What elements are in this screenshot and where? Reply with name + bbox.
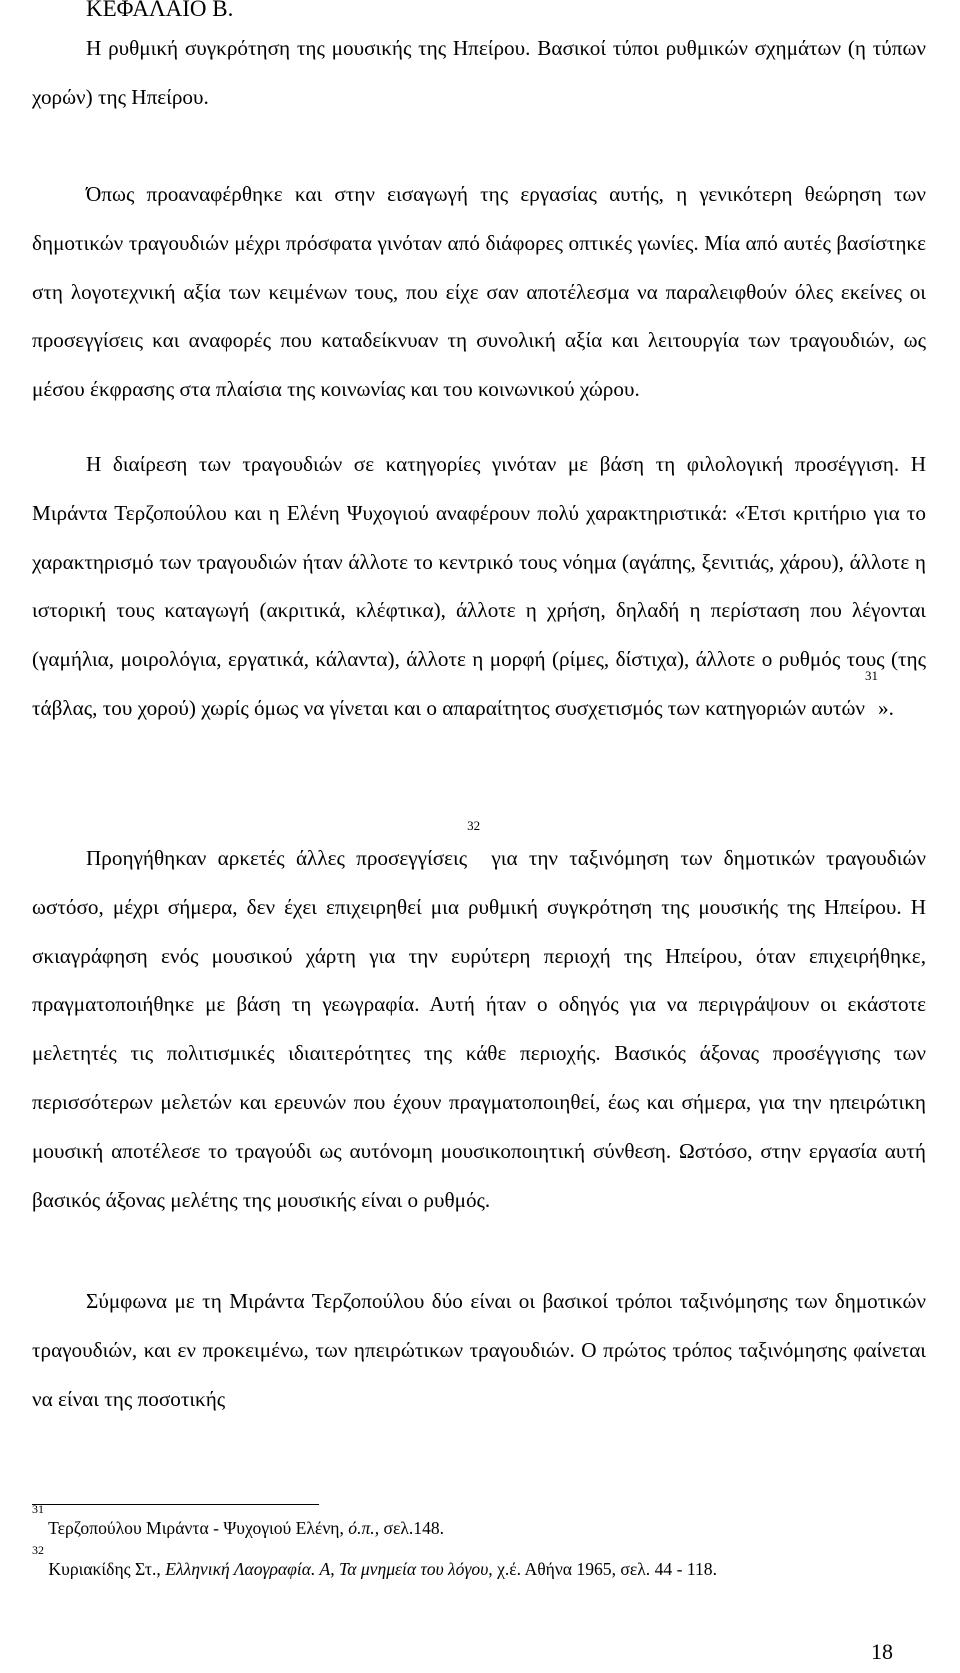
footnote-italic-text: ό.π.,: [348, 1518, 380, 1538]
footnote-text: Τερζοπούλου Μιράντα - Ψυχογιού Ελένη,: [48, 1518, 349, 1538]
paragraph-4-text: Σύμφωνα με τη Μιράντα Τερζοπούλου δύο είναι οι βασικοί τρόποι ταξινόμησης των δημοτικών τραγουδιών, και εν προκειμένω, των ηπειρώτικων τραγουδιών. Ο πρώτος τρόπος ταξινόμησης φαίνεται να είναι της ποσοτικής: [32, 1289, 926, 1411]
footnote-ref-31[interactable]: 31: [865, 667, 879, 683]
paragraph-2-text: Η διαίρεση των τραγουδιών σε κατηγορίες γινόταν με βάση τη φιλολογική προσέγγιση. Η Μιράντα Τερζοπούλου και η Ελένη Ψυχογιού αναφέρουν πολύ χαρακτηριστικά: «Έτσι κριτήριο για το χαρακτηρισμό των τραγουδιών ήταν άλλοτε το κεντρικό τους νόημα (αγάπης, ξενιτιάς, χάρου), άλλοτε η ιστορική τους καταγωγή (ακριτικά, κλέφτικα), άλλοτε η χρήση, δηλαδή η περίσταση που λέγονται (γαμήλια, μοιρολόγια, εργατικά, κάλαντα), άλλοτε η μορφή (ρίμες, δίστιχα), άλλοτε ο ρυθμός τους (της τάβλας, του χορού) χωρίς όμως να γίνεται και ο απαραίτητος συσχετισμός των κατηγοριών αυτών: [32, 452, 926, 720]
footnote-31: [32, 1502, 445, 1540]
footnote-text-end: χ.έ. Αθήνα 1965, σελ. 44 - 118.: [492, 1559, 717, 1579]
footnote-ref-32[interactable]: 32: [467, 818, 481, 833]
footnote-italic-text: Ελληνική Λαογραφία. Α, Τα μνημεία του λόγου,: [165, 1559, 493, 1579]
section-heading-text: Η ρυθμική συγκρότηση της μουσικής της Ηπείρου. Βασικοί τύποι ρυθμικών σχημάτων (η τύπων χορών) της Ηπείρου.: [32, 36, 926, 109]
paragraph-3-text: για την ταξινόμηση των δημοτικών τραγουδιών ωστόσο, μέχρι σήμερα, δεν έχει επιχειρηθεί μια ρυθμική συγκρότηση της μουσικής της Ηπείρου. Η σκιαγράφηση ενός μουσικού χάρτη για την ευρύτερη περιοχή της Ηπείρου, όταν επιχειρήθηκε, πραγματοποιήθηκε με βάση τη γεωγραφία. Αυτή ήταν ο οδηγός για να περιγράψουν οι εκάστοτε μελετητές τις πολιτισμικές ιδιαιτερότητες της κάθε περιοχής. Βασικός άξονας προσέγγισης των περισσότερων μελετών και ερευνών που έχουν πραγματοποιηθεί, έως και σήμερα, για την ηπειρώτικη μουσική αποτέλεσε το τραγούδι ως αυτόνομη μουσικοποιητική σύνθεση. Ωστόσο, στην εργασία αυτή βασικός άξονας μελέτης της μουσικής είναι ο ρυθμός.: [32, 846, 927, 1212]
footnote-32: [32, 1543, 717, 1581]
paragraph-3: [32, 818, 927, 1224]
page-number: 18: [871, 1639, 893, 1664]
footnote-divider: [32, 1504, 319, 1505]
paragraph-1-text: Όπως προαναφέρθηκε και στην εισαγωγή της εργασίας αυτής, η γενικότερη θεώρηση των δημοτικών τραγουδιών μέχρι πρόσφατα γινόταν από διάφορες οπτικές γωνίες. Μία από αυτές βασίστηκε στη λογοτεχνική αξία των κειμένων τους, που είχε σαν αποτέλεσμα να παραλειφθούν όλες εκείνες οι προσεγγίσεις και αναφορές που καταδείκνυαν τη συνολική αξία και λειτουργία των τραγουδιών, ως μέσου έκφρασης στα πλαίσια της κοινωνίας και του κοινωνικού χώρου.: [32, 182, 926, 402]
paragraph-4: [32, 1277, 926, 1423]
paragraph-2: [32, 440, 926, 733]
section-heading: [32, 24, 926, 122]
footnote-number: 31: [32, 1502, 44, 1516]
footnote-text-end: σελ.148.: [379, 1518, 445, 1538]
footnote-number: 32: [32, 1543, 44, 1557]
paragraph-1: [32, 170, 926, 414]
chapter-label: ΚΕΦΑΛΑΙΟ Β.: [86, 0, 234, 21]
paragraph-3-lead: Προηγήθηκαν αρκετές άλλες προσεγγίσεις: [86, 846, 468, 870]
footnote-text: Κυριακίδης Στ.,: [48, 1559, 166, 1579]
paragraph-2-tail: ».: [878, 695, 894, 720]
